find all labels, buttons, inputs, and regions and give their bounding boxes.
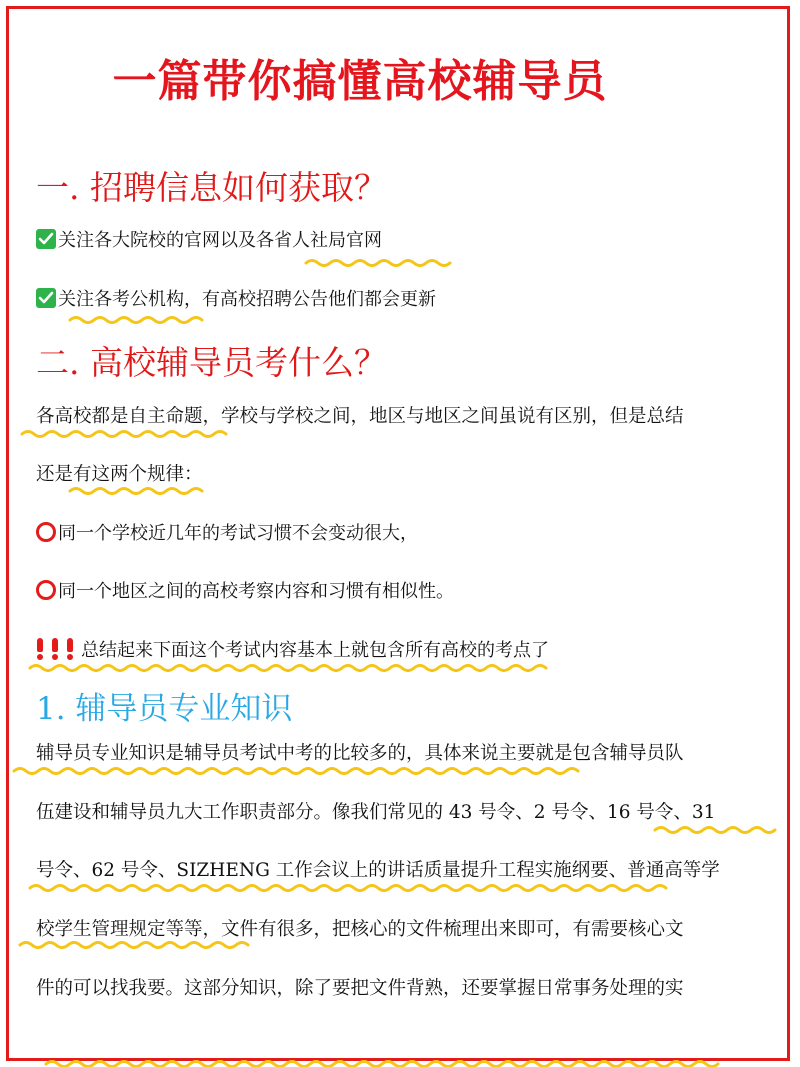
wavy-underline (20, 943, 248, 948)
paragraph-line: 伍建设和辅导员九大工作职责部分。像我们常见的 43 号令、2 号令、16 号令、31 (36, 802, 716, 823)
list-item-text: 同一个地区之间的高校考察内容和习惯有相似性。 (58, 581, 454, 602)
wavy-underline (14, 769, 578, 774)
summary-text: 总结起来下面这个考试内容基本上就包含所有高校的考点了 (81, 640, 549, 661)
page-title: 一篇带你搞懂高校辅导员 (112, 56, 608, 107)
wavy-underline (30, 886, 666, 891)
list-item-text: 同一个学校近几年的考试习惯不会变动很大， (58, 523, 418, 544)
list-item-text: 关注各考公机构，有高校招聘公告他们都会更新 (58, 289, 436, 310)
wavy-underline (46, 1062, 718, 1067)
paragraph-line: 还是有这两个规律： (36, 464, 203, 485)
section-heading-recruitment: 一. 招聘信息如何获取？ (36, 168, 387, 207)
wavy-underline (70, 489, 202, 494)
wavy-underline (70, 318, 202, 323)
wavy-underline (306, 261, 450, 266)
paragraph-line: 各高校都是自主命题，学校与学校之间，地区与地区之间虽说有区别，但是总结 (36, 406, 684, 427)
wavy-underline (22, 432, 226, 437)
subsection-heading-professional-knowledge: 1. 辅导员专业知识 (36, 691, 293, 727)
wavy-underline (655, 828, 775, 833)
section-heading-exam-content: 二. 高校辅导员考什么？ (36, 343, 387, 382)
paragraph-line: 件的可以找我要。这部分知识，除了要把文件背熟，还要掌握日常事务处理的实 (36, 978, 684, 999)
paragraph-line: 校学生管理规定等等，文件有很多，把核心的文件梳理出来即可，有需要核心文 (36, 919, 684, 940)
paragraph-line: 号令、62 号令、SIZHENG 工作会议上的讲话质量提升工程实施纲要、普通高等学 (36, 860, 720, 881)
list-item-text: 关注各大院校的官网以及各省人社局官网 (58, 230, 382, 251)
wavy-underline (30, 666, 546, 671)
paragraph-line: 辅导员专业知识是辅导员考试中考的比较多的，具体来说主要就是包含辅导员队 (36, 743, 684, 764)
